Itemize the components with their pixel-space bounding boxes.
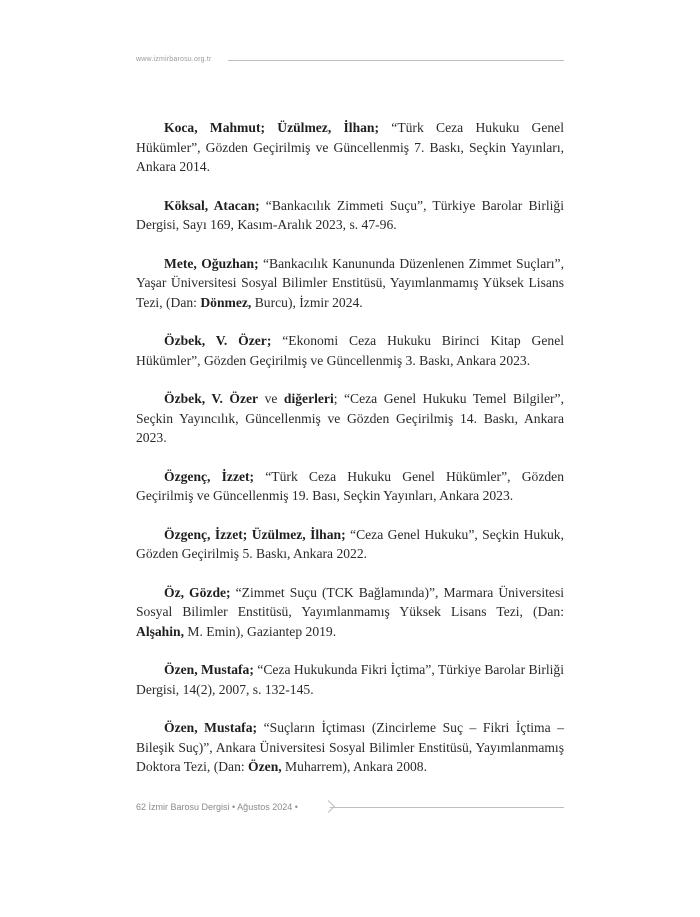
- entry-text: “Zimmet Suçu (TCK Bağlamında)”, Marmara Üniversitesi Sosyal Bilimler Enstitüsü, Yayımlanmamış Yüksek Lisans Tezi, (Dan:: [136, 584, 565, 620]
- entry-author: Özen, Mustafa;: [164, 720, 258, 736]
- entry-author: Köksal, Atacan;: [164, 197, 260, 213]
- header-url: www.izmirbarosu.org.tr: [136, 56, 212, 63]
- entry-text: M. Emin), Gaziantep 2019.: [183, 623, 337, 639]
- bibliography-entry: [136, 525, 564, 564]
- entry-author: Mete, Oğuzhan;: [164, 255, 259, 271]
- entry-text: “Ekonomi Ceza Hukuku Birinci Kitap Genel Hükümler”, Gözden Geçirilmiş ve Güncellenmiş 3. Baskı, Ankara 2023.: [136, 333, 564, 368]
- entry-author: Koca, Mahmut; Üzülmez, İlhan;: [164, 120, 380, 135]
- entry-author: Özen,: [248, 759, 282, 775]
- page-footer: [136, 800, 564, 814]
- entry-author: Öz, Gözde;: [164, 584, 231, 600]
- entry-text: “Türk Ceza Hukuku Genel Hükümler”, Gözden Geçirilmiş ve Güncellenmiş 19. Bası, Seçkin Yayınları, Ankara 2023.: [136, 468, 564, 504]
- entry-text: Muharrem), Ankara 2008.: [281, 759, 427, 775]
- entry-text: Burcu), İzmir 2024.: [251, 294, 363, 310]
- bibliography-entry: [136, 254, 564, 313]
- bibliography-entry: [136, 118, 564, 177]
- bibliography-entry: [136, 660, 564, 699]
- entry-text: “Ceza Genel Hukuku”, Seçkin Hukuk, Gözden Geçirilmiş 5. Baskı, Ankara 2022.: [136, 526, 564, 562]
- bibliography-entry: [136, 389, 564, 448]
- entry-author: Özgenç, İzzet;: [164, 468, 255, 484]
- entry-text: “Türk Ceza Hukuku Genel Hükümler”, Gözden Geçirilmiş ve Güncellenmiş 7. Baskı, Seçkin Yayınları, Ankara 2014.: [136, 120, 564, 175]
- entry-author: Özen, Mustafa;: [164, 662, 254, 678]
- entry-author: Özbek, V. Özer;: [164, 333, 272, 349]
- bibliography-entry: [136, 196, 564, 235]
- entry-text: ve: [258, 391, 284, 407]
- bibliography-entry: [136, 718, 564, 777]
- entry-author: diğerleri: [283, 391, 334, 407]
- entry-text: ; “Ceza Genel Hukuku Temel Bilgiler”, Seçkin Yayıncılık, Güncellenmiş ve Gözden Geçirilmiş 14. Baskı, Ankara 2023.: [136, 391, 564, 446]
- entry-author: Dönmez,: [200, 294, 252, 310]
- entry-author: Özgenç, İzzet; Üzülmez, İlhan;: [164, 526, 346, 542]
- entry-text: “Bankacılık Zimmeti Suçu”, Türkiye Barolar Birliği Dergisi, Sayı 169, Kasım-Aralık 2023, s. 47-96.: [136, 197, 564, 233]
- entry-text: “Suçların İçtiması (Zincirleme Suç – Fikri İçtima – Bileşik Suç)”, Ankara Üniversitesi Sosyal Bilimler Enstitüsü, Yayımlanmamış Doktora Tezi, (Dan:: [136, 720, 564, 775]
- bibliography-entry: [136, 331, 564, 370]
- bibliography-entry: [136, 583, 564, 642]
- page-header: [136, 54, 564, 66]
- bibliography-list: [136, 118, 564, 796]
- entry-author: Özbek, V. Özer: [164, 391, 259, 407]
- entry-text: “Bankacılık Kanununda Düzenlenen Zimmet Suçları”, Yaşar Üniversitesi Sosyal Bilimler Enstitüsü, Yayımlanmamış Yüksek Lisans Tezi, (Dan:: [136, 255, 564, 310]
- bibliography-entry: [136, 467, 564, 506]
- footer-rule: [330, 807, 564, 808]
- footer-text: 62 İzmir Barosu Dergisi • Ağustos 2024 •: [136, 802, 298, 812]
- entry-author: Alşahin,: [136, 623, 184, 639]
- entry-text: “Ceza Hukukunda Fikri İçtima”, Türkiye Barolar Birliği Dergisi, 14(2), 2007, s. 132-145.: [136, 662, 564, 697]
- header-rule: [228, 60, 564, 61]
